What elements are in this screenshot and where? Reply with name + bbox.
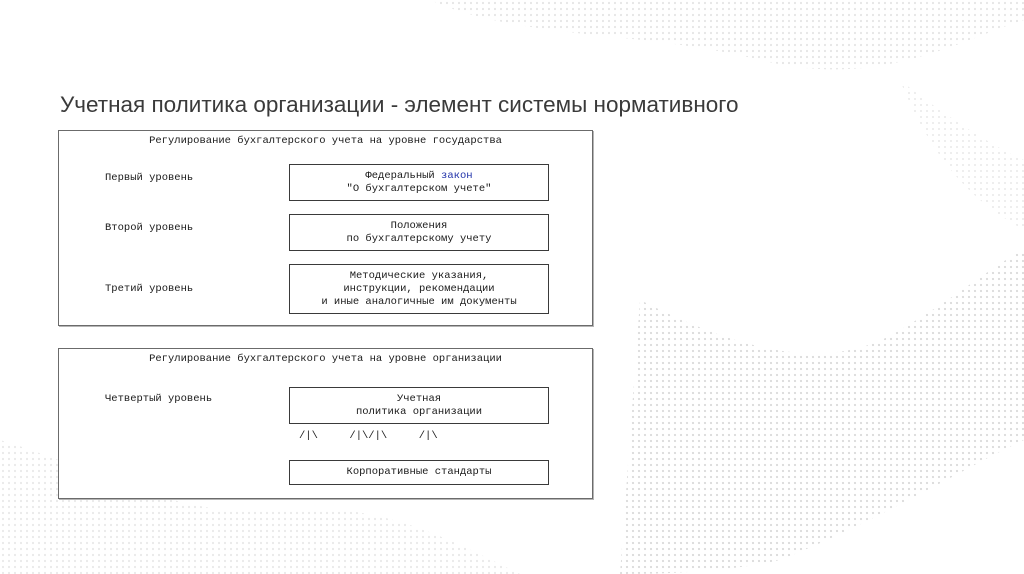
state-regulation-panel (58, 130, 593, 326)
slide-title: Учетная политика организации - элемент системы нормативного (60, 92, 739, 117)
level-label-first: Первый уровень (105, 172, 194, 184)
federal-law-line-1: Федеральный закон (365, 169, 473, 182)
guidelines-line-2: инструкции, рекомендации (343, 282, 495, 295)
level-label-third: Третий уровень (105, 283, 194, 295)
federal-law-line-2: "О бухгалтерском учете" (346, 182, 492, 195)
connector-arrows: /|\ /|\/|\ /|\ (299, 430, 438, 442)
accounting-policy-box (289, 387, 549, 424)
standards-label: Корпоративные стандарты (346, 466, 492, 478)
accounting-regulations-box (289, 214, 549, 251)
level-label-fourth: Четвертый уровень (105, 393, 213, 405)
federal-law-box (289, 164, 549, 201)
law-link[interactable]: закон (441, 169, 473, 182)
org-panel-heading: Регулирование бухгалтерского учета на уровне организации (149, 353, 502, 365)
methodical-guidelines-box (289, 264, 549, 314)
policy-line-1: Учетная (396, 392, 442, 405)
guidelines-line-3: и иные аналогичные им документы (321, 295, 517, 308)
guidelines-line-1: Методические указания, (349, 269, 489, 282)
state-panel-heading: Регулирование бухгалтерского учета на уровне государства (149, 135, 502, 147)
regulations-line-2: по бухгалтерскому учету (346, 232, 492, 245)
regulations-line-1: Положения (390, 219, 448, 232)
policy-line-2: политика организации (355, 405, 483, 418)
level-label-second: Второй уровень (105, 222, 194, 234)
corporate-standards-box (289, 460, 549, 485)
org-regulation-panel (58, 348, 593, 499)
